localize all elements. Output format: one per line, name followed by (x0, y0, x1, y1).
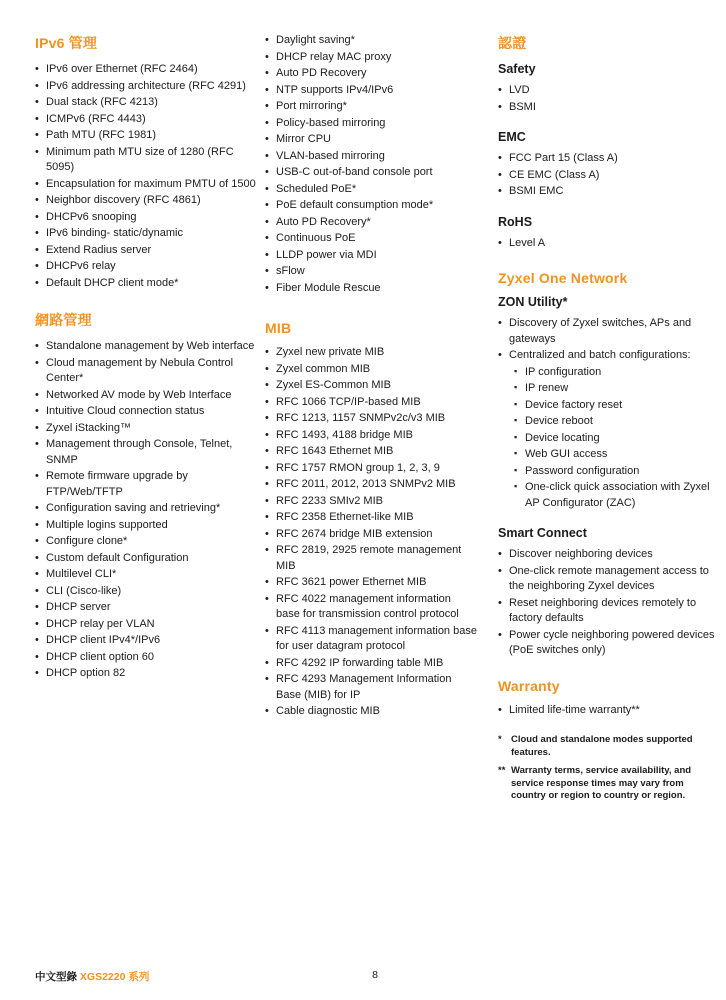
sub-list-item: ▪ IP renew (514, 381, 720, 397)
list-item: • DHCP relay per VLAN (35, 617, 257, 633)
list-item: • One-click remote management access to the neighboring Zyxel devices (498, 564, 720, 595)
list-item: • PoE default consumption mode* (265, 198, 477, 214)
list-item: • LVD (498, 83, 720, 99)
footnote (498, 765, 720, 803)
column-3 (498, 33, 720, 809)
feature-list-network-management (35, 339, 257, 682)
list-item: • Management through Console, Telnet, SNMP (35, 437, 257, 468)
section-heading-mib: MIB (265, 320, 292, 336)
list-item: • RFC 4292 IP forwarding table MIB (265, 656, 477, 672)
list-item: • Level A (498, 236, 720, 252)
sub-list-item: ▪ IP configuration (514, 365, 720, 381)
subsection-title-rohs: RoHS (498, 214, 533, 229)
list-item: • VLAN-based mirroring (265, 149, 477, 165)
column-1 (35, 33, 257, 809)
list-item: • Default DHCP client mode* (35, 276, 257, 292)
list-item: • Minimum path MTU size of 1280 (RFC 5095) (35, 145, 257, 176)
list-item: • Continuous PoE (265, 231, 477, 247)
list-item: • RFC 3621 power Ethernet MIB (265, 575, 477, 591)
list-item: • RFC 2233 SMIv2 MIB (265, 494, 477, 510)
list-item: • Zyxel common MIB (265, 362, 477, 378)
list-item: • DHCPv6 snooping (35, 210, 257, 226)
section-heading-warranty: Warranty (498, 677, 560, 694)
sub-list-item: ▪ Device reboot (514, 414, 720, 430)
list-item: • IPv6 over Ethernet (RFC 2464) (35, 62, 257, 78)
list-item: • Policy-based mirroring (265, 116, 477, 132)
list-item: • Neighbor discovery (RFC 4861) (35, 193, 257, 209)
feature-list-smart-connect (498, 547, 720, 659)
footnote-text: Warranty terms, service availability, and service response times may vary from country or region to country or region. (511, 765, 692, 801)
list-item: • Cable diagnostic MIB (265, 704, 477, 720)
section-certification (498, 33, 720, 251)
list-item: • RFC 4022 management information base for transmission control protocol (265, 592, 477, 623)
list-item: • CLI (Cisco-like) (35, 584, 257, 600)
list-item: • DHCPv6 relay (35, 259, 257, 275)
list-item: • Multiple logins supported (35, 518, 257, 534)
column-2 (265, 33, 477, 809)
list-item: • Limited life-time warranty** (498, 703, 720, 719)
section-zyxel-one-network (498, 270, 720, 659)
list-item: • RFC 1493, 4188 bridge MIB (265, 428, 477, 444)
list-item: • Custom default Configuration (35, 551, 257, 567)
list-item: • Configure clone* (35, 534, 257, 550)
list-item: • IPv6 addressing architecture (RFC 4291) (35, 79, 257, 95)
feature-list-emc (498, 151, 720, 200)
sub-list-item: ▪ One-click quick association with Zyxel AP Configurator (ZAC) (514, 480, 720, 511)
list-item: • ICMPv6 (RFC 4443) (35, 112, 257, 128)
page-footer (0, 969, 726, 983)
feature-list-ipv6 (35, 62, 257, 291)
list-item: • NTP supports IPv4/IPv6 (265, 83, 477, 99)
list-item: • CE EMC (Class A) (498, 168, 720, 184)
list-item: • DHCP option 82 (35, 666, 257, 682)
list-item: • IPv6 binding- static/dynamic (35, 226, 257, 242)
list-item: • Extend Radius server (35, 243, 257, 259)
list-item: • LLDP power via MDI (265, 248, 477, 264)
list-item: • Configuration saving and retrieving* (35, 501, 257, 517)
sub-list-item: ▪ Device locating (514, 431, 720, 447)
list-item: • Cloud management by Nebula Control Center* (35, 356, 257, 387)
sub-list-item: ▪ Password configuration (514, 464, 720, 480)
sub-list (514, 365, 720, 512)
list-item: • Daylight saving* (265, 33, 477, 49)
footer-doc-title (35, 969, 149, 984)
footnote-marker: * (498, 734, 502, 745)
list-item: • Zyxel ES-Common MIB (265, 378, 477, 394)
section-heading-ipv6: IPv6 管理 (35, 35, 98, 51)
list-item: • RFC 1643 Ethernet MIB (265, 444, 477, 460)
list-item: • RFC 2674 bridge MIB extension (265, 527, 477, 543)
list-item: • Port mirroring* (265, 99, 477, 115)
list-item: • DHCP server (35, 600, 257, 616)
list-item: • DHCP client option 60 (35, 650, 257, 666)
list-item: • Fiber Module Rescue (265, 281, 477, 297)
list-item: • RFC 1757 RMON group 1, 2, 3, 9 (265, 461, 477, 477)
list-item: • FCC Part 15 (Class A) (498, 151, 720, 167)
list-item: • Standalone management by Web interface (35, 339, 257, 355)
list-item: • Networked AV mode by Web Interface (35, 388, 257, 404)
section-warranty (498, 678, 720, 719)
list-item: • Scheduled PoE* (265, 182, 477, 198)
sub-list-item: ▪ Device factory reset (514, 398, 720, 414)
feature-list-zon-utility (498, 316, 720, 511)
feature-list-warranty (498, 703, 720, 719)
feature-list-mib (265, 345, 477, 720)
list-item: • RFC 1213, 1157 SNMPv2c/v3 MIB (265, 411, 477, 427)
list-item: • BSMI EMC (498, 184, 720, 200)
list-item: • Intuitive Cloud connection status (35, 404, 257, 420)
list-item: • Auto PD Recovery* (265, 215, 477, 231)
subsection-title-smart-connect: Smart Connect (498, 526, 587, 540)
list-item: • sFlow (265, 264, 477, 280)
section-heading-certification: 認證 (498, 35, 527, 51)
list-item: • RFC 2819, 2925 remote management MIB (265, 543, 477, 574)
footnotes (498, 734, 720, 803)
footnote-text: Cloud and standalone modes supported features. (511, 734, 693, 758)
subsection-title-safety: Safety (498, 62, 536, 76)
list-item: • Zyxel iStacking™ (35, 421, 257, 437)
list-item: • RFC 2358 Ethernet-like MIB (265, 510, 477, 526)
list-item: • Reset neighboring devices remotely to factory defaults (498, 596, 720, 627)
section-mib (265, 320, 477, 720)
section-ipv6-management (35, 33, 257, 291)
footer-doc-label: 中文型錄 (35, 971, 80, 983)
list-item: • DHCP relay MAC proxy (265, 50, 477, 66)
list-item: • Path MTU (RFC 1981) (35, 128, 257, 144)
feature-list-safety (498, 83, 720, 115)
feature-list-rohs (498, 236, 720, 252)
list-item: • Power cycle neighboring powered devices (PoE switches only) (498, 628, 720, 659)
list-item: • Auto PD Recovery (265, 66, 477, 82)
list-item: • BSMI (498, 100, 720, 116)
list-item: • Discover neighboring devices (498, 547, 720, 563)
list-item: • USB-C out-of-band console port (265, 165, 477, 181)
subsection-title-zon-utility: ZON Utility* (498, 295, 568, 309)
section-heading-network-management: 網路管理 (35, 312, 92, 328)
section-heading-zon: Zyxel One Network (498, 270, 628, 286)
subsection-title-emc: EMC (498, 130, 526, 144)
section-network-management (35, 310, 257, 682)
list-item: • DHCP client IPv4*/IPv6 (35, 633, 257, 649)
list-item: • Mirror CPU (265, 132, 477, 148)
list-item: • RFC 2011, 2012, 2013 SNMPv2 MIB (265, 477, 477, 493)
list-item: • RFC 1066 TCP/IP-based MIB (265, 395, 477, 411)
list-item: • RFC 4113 management information base for user datagram protocol (265, 624, 477, 655)
footer-doc-series: XGS2220 系列 (79, 971, 150, 983)
list-item: • Zyxel new private MIB (265, 345, 477, 361)
list-item: • Dual stack (RFC 4213) (35, 95, 257, 111)
list-item: • Discovery of Zyxel switches, APs and gateways (498, 316, 720, 347)
feature-list-management-continued (265, 33, 477, 296)
list-item: • Centralized and batch configurations: ▪ IP configuration ▪ IP renew ▪ Device factory reset ▪ Device reboot ▪ Device locating ▪ Web GUI access ▪ Password configuration ▪ One-click quick association with Zyxel AP Configurator (ZAC) (498, 348, 720, 511)
list-item: • RFC 4293 Management Information Base (MIB) for IP (265, 672, 477, 703)
list-item: • Encapsulation for maximum PMTU of 1500 (35, 177, 257, 193)
sub-list-item: ▪ Web GUI access (514, 447, 720, 463)
page-number: 8 (372, 969, 378, 981)
list-item: • Remote firmware upgrade by FTP/Web/TFTP (35, 469, 257, 500)
footnote-marker: ** (498, 765, 506, 776)
footnote (498, 734, 720, 759)
section-management-continued (265, 33, 477, 296)
list-item: • Multilevel CLI* (35, 567, 257, 583)
